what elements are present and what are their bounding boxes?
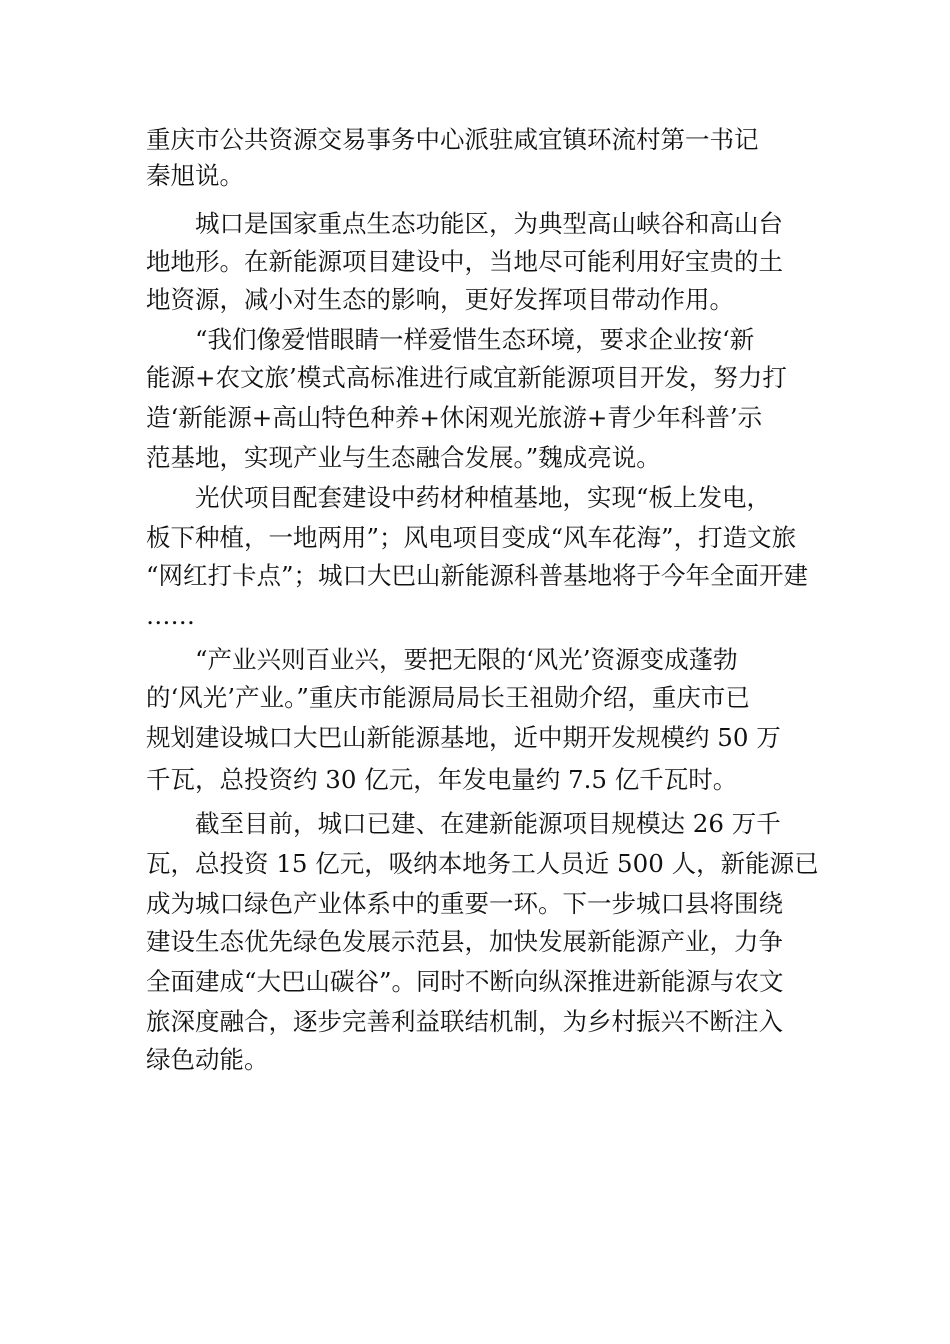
text-line: 地地形。在新能源项目建设中，当地尽可能利用好宝贵的土 <box>146 247 783 276</box>
text-line: 地资源，减小对生态的影响，更好发挥项目带动作用。 <box>146 285 734 314</box>
paragraph-start-line: 截至目前，城口已建、在建新能源项目规模达 26 万千 <box>195 809 781 838</box>
text-line: …… <box>146 601 195 630</box>
paragraph-start-line: 城口是国家重点生态功能区，为典型高山峡谷和高山台 <box>195 209 783 238</box>
text-line: 范基地，实现产业与生态融合发展。”魏成亮说。 <box>146 443 661 472</box>
text-line: 的‘风光’产业。”重庆市能源局局长王祖勋介绍，重庆市已 <box>146 683 750 712</box>
text-line: 成为城口绿色产业体系中的重要一环。下一步城口县将围绕 <box>146 889 783 918</box>
paragraph-start-line: “产业兴则百业兴，要把无限的‘风光’资源变成蓬勃 <box>195 645 738 674</box>
text-line: “网红打卡点”；城口大巴山新能源科普基地将于今年全面开建 <box>146 561 809 590</box>
text-line: 瓦，总投资 15 亿元，吸纳本地务工人员近 500 人，新能源已 <box>146 849 819 878</box>
paragraph-start-line: “我们像爱惜眼睛一样爱惜生态环境，要求企业按‘新 <box>195 325 755 354</box>
text-line: 能源+农文旅’模式高标准进行咸宜新能源项目开发，努力打 <box>146 363 787 392</box>
paragraph-start-line: 光伏项目配套建设中药材种植基地，实现“板上发电， <box>195 483 772 512</box>
text-line: 建设生态优先绿色发展示范县，加快发展新能源产业，力争 <box>146 927 783 956</box>
text-line: 绿色动能。 <box>146 1045 269 1074</box>
text-line: 旅深度融合，逐步完善利益联结机制，为乡村振兴不断注入 <box>146 1007 783 1036</box>
text-line: 规划建设城口大巴山新能源基地，近中期开发规模约 50 万 <box>146 723 781 752</box>
text-line: 重庆市公共资源交易事务中心派驻咸宜镇环流村第一书记 <box>146 125 759 154</box>
text-line: 全面建成“大巴山碳谷”。同时不断向纵深推进新能源与农文 <box>146 967 784 996</box>
text-line: 板下种植，一地两用”；风电项目变成“风车花海”，打造文旅 <box>146 523 797 552</box>
text-line: 造‘新能源+高山特色种养+休闲观光旅游+青少年科普’示 <box>146 403 763 432</box>
text-line: 千瓦，总投资约 30 亿元，年发电量约 7.5 亿千瓦时。 <box>146 765 738 794</box>
text-line: 秦旭说。 <box>146 161 244 190</box>
